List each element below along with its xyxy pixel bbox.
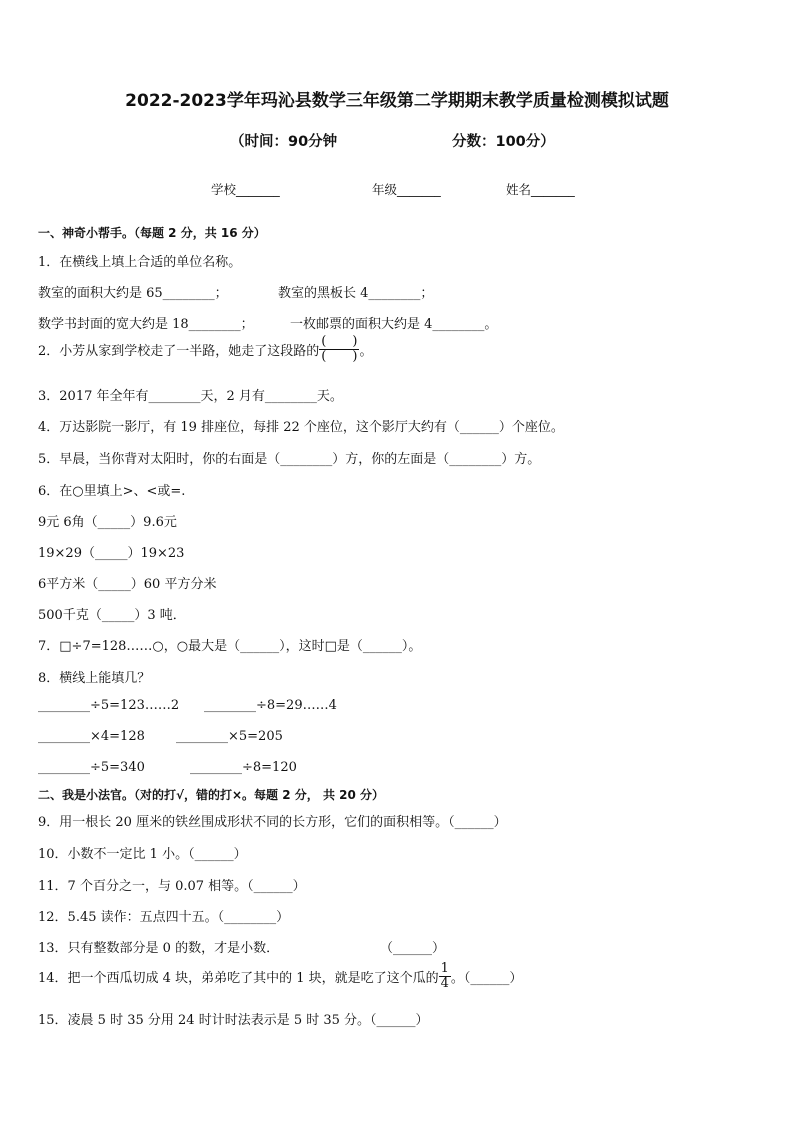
- question-4: 4．万达影院一影厅，有 19 排座位，每排 22 个座位，这个影厅大约有（______）个座位。: [38, 420, 564, 435]
- question-12: 12．5.45 读作：五点四十五。（________）: [38, 910, 290, 925]
- exam-time: （时间：90分钟: [230, 134, 338, 150]
- question-13-blank: （______）: [380, 941, 446, 956]
- question-8: 8．横线上能填几？: [38, 671, 151, 686]
- question-1-item-a: 教室的面积大约是 65________；: [38, 286, 228, 301]
- name-field: 姓名_______: [506, 182, 575, 197]
- question-1-item-d: 一枚邮票的面积大约是 4________。: [290, 317, 498, 332]
- question-14-fraction: [439, 962, 451, 991]
- question-6-item-b: 19×29（_____）19×23: [38, 546, 185, 561]
- question-2-text: 2．小芳从家到学校走了一半路，她走了这段路的: [38, 344, 320, 359]
- question-1: 1．在横线上填上合适的单位名称。: [38, 255, 242, 270]
- exam-score: 分数：100分）: [452, 134, 555, 150]
- question-10: 10．小数不一定比 1 小。（______）: [38, 847, 247, 862]
- fraction-denominator: ( ): [321, 349, 358, 364]
- fraction-numerator: 1: [440, 961, 449, 976]
- question-13: 13．只有整数部分是 0 的数，才是小数．: [38, 941, 280, 956]
- question-8-item-d: ________×5=205: [176, 729, 283, 744]
- question-14-end: 。（______）: [450, 971, 523, 986]
- school-field: 学校_______: [211, 182, 280, 197]
- question-1-item-c: 数学书封面的宽大约是 18________；: [38, 317, 254, 332]
- question-14: [38, 962, 522, 991]
- question-8-item-f: ________÷8=120: [190, 760, 297, 775]
- question-9: 9．用一根长 20 厘米的铁丝围成形状不同的长方形，它们的面积相等。（______）: [38, 815, 507, 830]
- question-14-text: 14．把一个西瓜切成 4 块，弟弟吃了其中的 1 块，就是吃了这个瓜的: [38, 971, 439, 986]
- section-2-heading: 二、我是小法官。（对的打√，错的打×。每题 2 分， 共 20 分）: [38, 788, 384, 802]
- question-8-item-a: ________÷5=123……2: [38, 698, 180, 713]
- question-6-item-d: 500千克（_____）3 吨．: [38, 608, 186, 623]
- section-1-heading: 一、神奇小帮手。（每题 2 分，共 16 分）: [38, 226, 266, 240]
- fraction-numerator: ( ): [321, 334, 358, 349]
- question-8-item-e: ________÷5=340: [38, 760, 145, 775]
- question-1-item-b: 教室的黑板长 4________；: [278, 286, 434, 301]
- question-11: 11．7 个百分之一，与 0.07 相等。（______）: [38, 879, 306, 894]
- question-3: 3．2017 年全年有________天，2 月有________天。: [38, 389, 343, 404]
- question-8-item-b: ________÷8=29……4: [204, 698, 337, 713]
- question-5: 5．早晨，当你背对太阳时，你的右面是（________）方，你的左面是（________）方。: [38, 452, 541, 467]
- page-title: 2022-2023学年玛沁县数学三年级第二学期期末教学质量检测模拟试题: [125, 91, 669, 111]
- question-15: 15．凌晨 5 时 35 分用 24 时计时法表示是 5 时 35 分。（______）: [38, 1013, 429, 1028]
- fraction-denominator: 4: [440, 976, 449, 991]
- question-6-item-a: 9元 6角（_____）9.6元: [38, 515, 177, 530]
- question-2: [38, 335, 372, 364]
- question-6-item-c: 6平方米（_____）60 平方分米: [38, 577, 217, 592]
- question-2-fraction: [319, 335, 359, 364]
- question-7: 7．□÷7=128……○，○最大是（______），这时□是（______）。: [38, 639, 422, 654]
- grade-field: 年级_______: [372, 182, 441, 197]
- question-2-end: 。: [359, 344, 373, 359]
- question-6: 6．在○里填上>、<或=.: [38, 484, 186, 499]
- question-8-item-c: ________×4=128: [38, 729, 145, 744]
